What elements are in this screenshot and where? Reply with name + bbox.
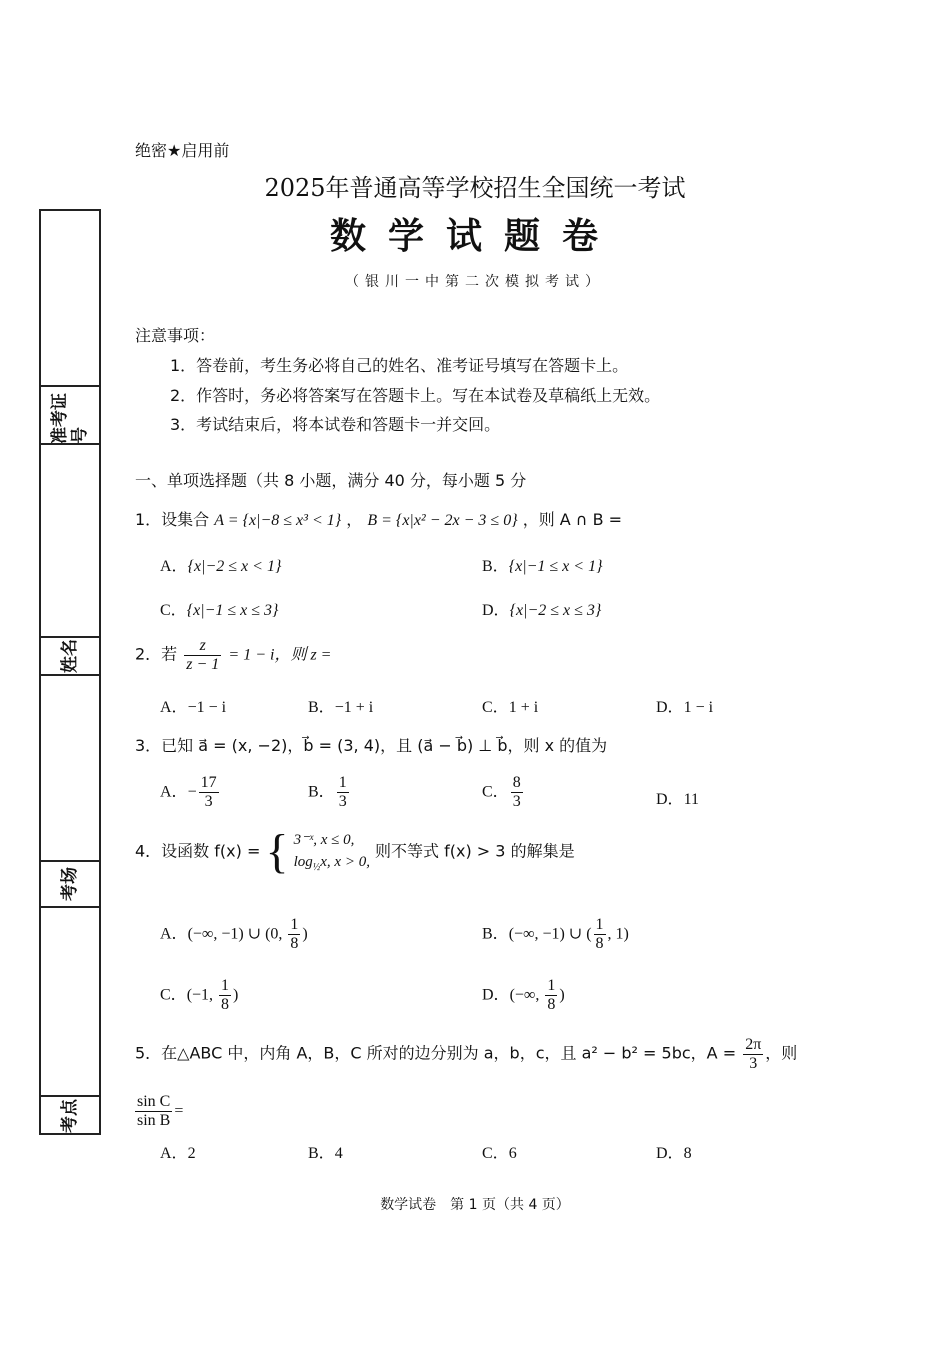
q2-option-c: C．1 + i — [482, 699, 539, 716]
strip-label-exam-id: 准考证号 — [50, 393, 90, 444]
strip-label-name: 姓名 — [60, 639, 80, 673]
question-4-stem: 4．设函数 f(x) = { 3⁻ˣ, x ≤ 0, $\log_{\frac{1}{2}}x$, x > 0, 则不等式 f(x) > 3 的解集是 — [135, 825, 575, 878]
confidential-mark: 绝密★启用前 — [135, 141, 230, 160]
note-item: 1．答卷前，考生务必将自己的姓名、准考证号填写在答题卡上。 — [170, 356, 629, 375]
strip-label-site: 考点 — [60, 1099, 80, 1133]
q1-option-d: D．{x|−2 ≤ x ≤ 3} — [482, 602, 602, 619]
paper-title: 数学试题卷 — [329, 216, 620, 257]
q2-option-a: A．−1 − i — [160, 699, 227, 716]
strip-divider — [41, 906, 99, 908]
q4-piecewise: 3⁻ˣ, x ≤ 0, $\log_{\frac{1}{2}}x$, x > 0, — [293, 831, 370, 874]
paper-subtitle: （银川一中第二次模拟考试） — [345, 274, 605, 290]
question-2-stem: 2．若 $\frac{z}{z - 1}$ = 1 − i，则 z = — [135, 637, 332, 673]
binding-strip — [39, 209, 101, 1135]
notes-heading: 注意事项： — [135, 326, 216, 345]
q3-option-b: B． $\frac{1}{3}$ — [308, 774, 347, 810]
q4-option-a: A．(−∞, −1) ∪ (0, $\frac{1}{8}$ ) — [160, 916, 308, 952]
section-heading: 一、单项选择题（共 8 小题，满分 40 分，每小题 5 分 — [135, 471, 527, 490]
q2-option-b: B．−1 + i — [308, 699, 374, 716]
question-5-ratio: $\frac{\text{sin C}}{\text{sin B}}$ = — [137, 1093, 184, 1129]
q5-option-b: B．4 — [308, 1145, 343, 1162]
strip-divider — [41, 443, 99, 445]
question-5-stem: 5．在△ABC 中，内角 A，B，C 所对的边分别为 a，b，c，且 a² − b² = 5bc，A = $\frac{2\pi}{3}$ ，则 — [135, 1036, 798, 1072]
q1-option-b: B．{x|−1 ≤ x < 1} — [482, 558, 603, 575]
q4-option-b: B．(−∞, −1) ∪ ( $\frac{1}{8}$ , 1) — [482, 916, 629, 952]
question-1-stem: 1．设集合 A = {x|−8 ≤ x³ < 1} ， B = {x|x² − 2x − 3 ≤ 0} ，则 A ∩ B = — [135, 510, 623, 529]
exam-title: 2025年普通高等学校招生全国统一考试 — [264, 174, 686, 202]
note-item: 2．作答时，务必将答案写在答题卡上。写在本试卷及草稿纸上无效。 — [170, 386, 661, 405]
strip-label-room: 考场 — [60, 867, 80, 901]
q4-option-c: C．(−1, $\frac{1}{8}$ ) — [160, 977, 239, 1013]
q2-option-d: D．1 − i — [656, 699, 714, 716]
page-footer: 数学试卷 第 1 页（共 4 页） — [380, 1197, 570, 1213]
q3-option-c: C． $\frac{8}{3}$ — [482, 774, 521, 810]
question-3-stem: 3．已知 a⃗ = (x, −2)，b⃗ = (3, 4)，且 (a⃗ − b⃗) ⊥ b⃗，则 x 的值为 — [135, 736, 608, 755]
q1-option-a: A．{x|−2 ≤ x < 1} — [160, 558, 282, 575]
strip-divider — [41, 674, 99, 676]
q4-option-d: D．(−∞, $\frac{1}{8}$ ) — [482, 977, 565, 1013]
note-item: 3．考试结束后，将本试卷和答题卡一并交回。 — [170, 415, 501, 434]
q5-option-d: D．8 — [656, 1145, 692, 1162]
q5-option-a: A．2 — [160, 1145, 196, 1162]
q1-option-c: C．{x|−1 ≤ x ≤ 3} — [160, 602, 279, 619]
q3-option-a: A．− $\frac{17}{3}$ — [160, 774, 217, 810]
q5-option-c: C．6 — [482, 1145, 517, 1162]
q2-fraction: $\frac{z}{z - 1}$ — [186, 637, 220, 673]
q3-option-d: D．11 — [656, 791, 699, 808]
